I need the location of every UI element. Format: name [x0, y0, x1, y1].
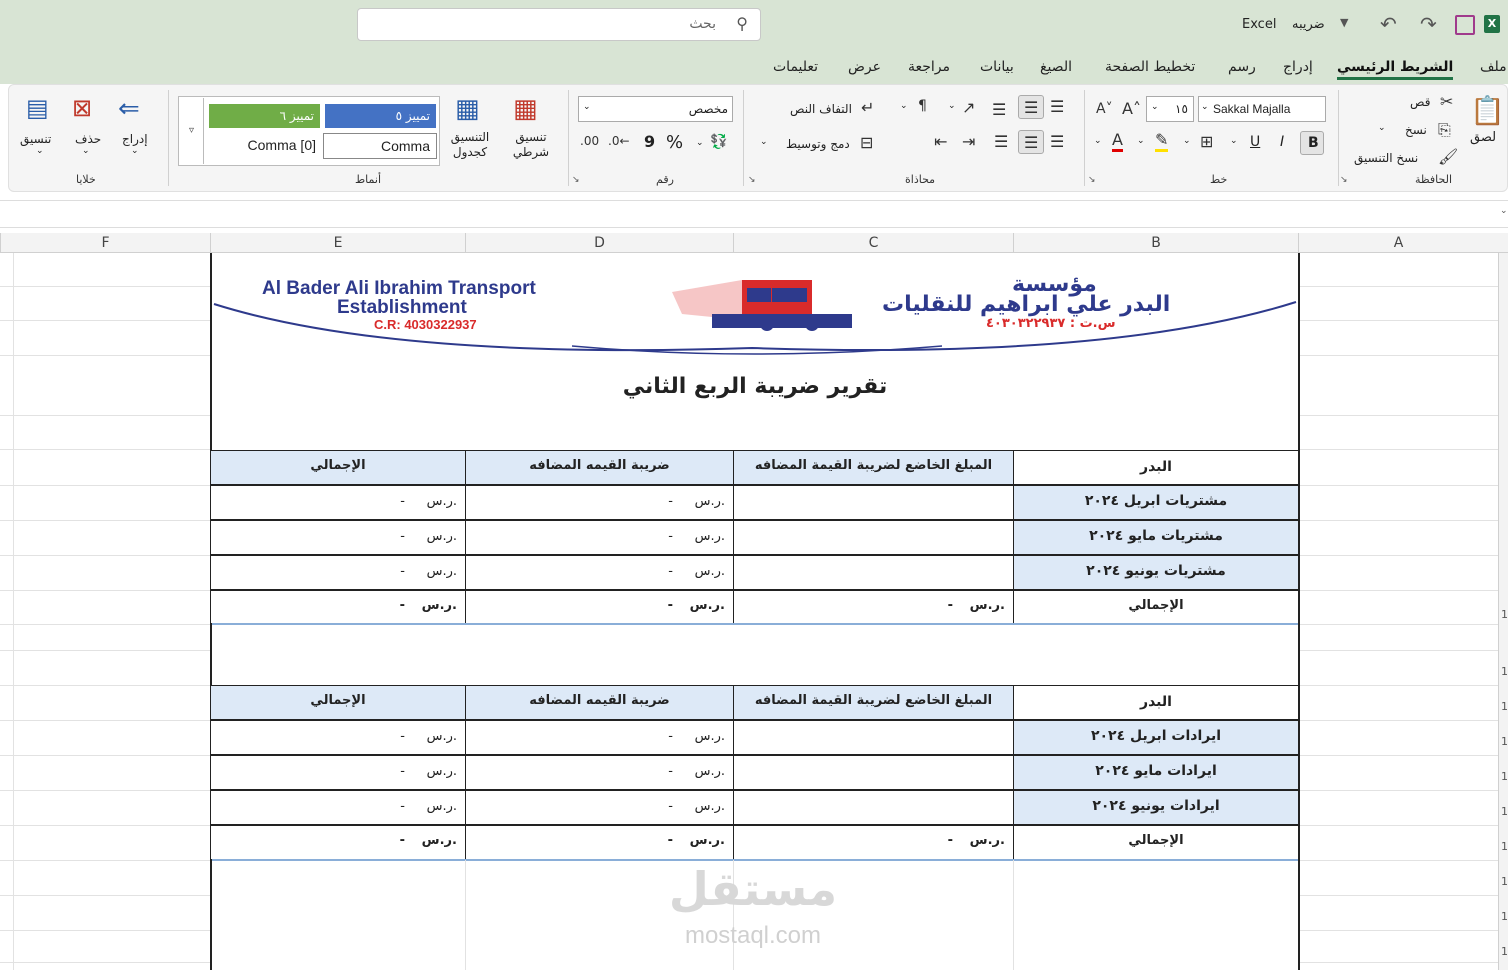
cells-group-label: خلايا — [76, 173, 96, 186]
search-placeholder: بحث — [689, 16, 716, 32]
tab-data[interactable]: بيانات — [980, 59, 1014, 75]
row-number[interactable]: 1 — [1501, 910, 1508, 923]
purchases-row-total[interactable] — [210, 555, 466, 590]
save-icon[interactable] — [1455, 15, 1475, 35]
clipboard-group-label: الحافظة — [1415, 173, 1453, 186]
amount-value: - — [947, 833, 953, 848]
currency-label: ر.س. — [426, 529, 457, 544]
copy-icon[interactable]: ⎘ — [1438, 120, 1451, 139]
amount-value: - — [947, 598, 953, 613]
percent-button[interactable]: % — [666, 132, 684, 153]
currency-label: ر.س. — [694, 564, 725, 579]
row-number[interactable]: 1 — [1501, 875, 1508, 888]
excel-logo-icon: X — [1484, 15, 1500, 33]
tab-insert[interactable]: إدراج — [1283, 59, 1313, 75]
amount-value: - — [399, 833, 405, 848]
row-number[interactable]: 1 — [1501, 665, 1508, 678]
revenues-row-vat[interactable] — [465, 790, 734, 825]
divider — [568, 90, 569, 186]
font-size-select[interactable] — [1146, 96, 1194, 122]
column-header-a[interactable]: A — [1298, 233, 1498, 253]
format-painter-icon[interactable]: 🖌 — [1438, 147, 1459, 166]
font-group-label: خط — [1210, 173, 1228, 186]
underline-button[interactable]: U — [1250, 134, 1261, 150]
purchases-row-total[interactable] — [210, 520, 466, 555]
align-top-icon[interactable]: ☰ — [1050, 97, 1065, 116]
column-header-c[interactable]: C — [733, 233, 1013, 253]
font-size-dropdown-icon: ⌄ — [1151, 102, 1159, 112]
tab-page-layout[interactable]: تخطيط الصفحة — [1105, 59, 1196, 75]
search-icon: ⚲ — [736, 14, 748, 33]
letterhead-en-name: Al Bader Ali Ibrahim Transport — [262, 278, 536, 299]
currency-label: ر.س. — [426, 729, 457, 744]
cut-icon[interactable]: ✂ — [1440, 92, 1454, 111]
align-left-icon[interactable]: ☰ — [994, 132, 1009, 151]
text-direction-dropdown-icon[interactable]: ⌄ — [900, 101, 908, 111]
italic-button[interactable]: I — [1280, 134, 1285, 150]
currency-label: ر.س. — [426, 494, 457, 509]
watermark-en: mostaql.com — [684, 922, 822, 949]
revenues-total-label[interactable]: الإجمالي — [1013, 825, 1299, 860]
purchases-total-label[interactable]: الإجمالي — [1013, 590, 1299, 624]
format-dropdown-icon[interactable]: ⌄ — [36, 146, 44, 156]
amount-value: - — [668, 729, 673, 744]
style-accent6[interactable]: تمييز ٦ — [209, 104, 320, 128]
fill-color-icon[interactable]: ✎ — [1155, 131, 1168, 152]
purchases-row-total[interactable] — [210, 485, 466, 520]
letterhead-ar-cr: س.ت : ٤٠٣٠٣٢٢٩٣٧ — [986, 316, 1116, 331]
currency-label: ر.س. — [426, 799, 457, 814]
truck-logo-icon — [672, 280, 852, 331]
currency-label: ر.س. — [694, 764, 725, 779]
purchases-row-vat[interactable] — [465, 520, 734, 555]
revenues-row-vat[interactable] — [465, 720, 734, 755]
conditional-formatting-icon[interactable]: ▦ — [513, 94, 538, 124]
tab-review[interactable]: مراجعة — [908, 59, 951, 75]
currency-label: ر.س. — [689, 598, 725, 613]
tab-file[interactable]: ملف — [1480, 59, 1507, 75]
number-launcher-icon[interactable]: ↘ — [572, 175, 580, 185]
file-name: ضريبه — [1292, 17, 1325, 32]
letterhead-en-name2: Establishment — [337, 297, 467, 318]
borders-dropdown-icon[interactable]: ⌄ — [1183, 136, 1191, 146]
search-box[interactable] — [357, 8, 761, 41]
purchases-total-total[interactable] — [210, 590, 466, 624]
purchases-row-label[interactable]: مشتريات ابريل ٢٠٢٤ — [1013, 485, 1299, 520]
letterhead-ar-name2: البدر علي ابراهيم للنقليات — [882, 292, 1171, 317]
align-bottom-icon[interactable]: ☰ — [992, 100, 1007, 119]
tab-home[interactable]: الشريط الرئيسي — [1337, 59, 1453, 80]
row-number[interactable]: 1 — [1501, 770, 1508, 783]
currency-label: ر.س. — [969, 833, 1005, 848]
grid-line — [1013, 860, 1014, 970]
amount-value: - — [668, 799, 673, 814]
report-title: تقرير ضريبة الربع الثاني — [622, 374, 888, 399]
purchases-row-vat[interactable] — [465, 555, 734, 590]
font-name-dropdown-icon: ⌄ — [1201, 102, 1209, 112]
increase-decimal-icon[interactable]: .00 — [580, 134, 600, 148]
font-name-select[interactable] — [1198, 96, 1326, 122]
redo-icon[interactable]: ↷ — [1420, 12, 1437, 36]
letterhead-en-cr: C.R: 4030322937 — [374, 317, 477, 332]
copy-button[interactable]: نسخ — [1405, 123, 1427, 137]
delete-dropdown-icon[interactable]: ⌄ — [82, 146, 90, 156]
amount-value: - — [400, 729, 405, 744]
tab-draw[interactable]: رسم — [1228, 59, 1256, 75]
row-number[interactable]: 1 — [1501, 840, 1508, 853]
align-center-icon: ☰ — [1024, 133, 1039, 152]
purchases-col-taxable[interactable]: المبلغ الخاضع لضريبة القيمة المضافه — [733, 450, 1014, 485]
amount-value: - — [668, 564, 673, 579]
align-center-button[interactable] — [1018, 130, 1044, 154]
insert-cells-button[interactable]: إدراج — [122, 132, 148, 146]
number-format-value: مخصص — [688, 102, 728, 116]
tab-formulas[interactable]: الصيغ — [1040, 59, 1072, 75]
revenues-total-vat[interactable] — [465, 825, 734, 860]
paste-icon[interactable]: 📋 — [1470, 94, 1505, 127]
amount-value: - — [400, 529, 405, 544]
tabs-row — [0, 52, 1508, 84]
format-as-table-icon[interactable]: ▦ — [455, 94, 480, 124]
currency-label: ر.س. — [694, 529, 725, 544]
purchases-row-label[interactable]: مشتريات يونيو ٢٠٢٤ — [1013, 555, 1299, 590]
styles-group-label: أنماط — [355, 173, 382, 186]
alignment-launcher-icon[interactable]: ↘ — [748, 175, 756, 185]
revenues-col-total[interactable]: الإجمالي — [210, 685, 466, 720]
delete-cells-icon[interactable]: ⊠ — [72, 94, 93, 122]
divider — [1338, 90, 1339, 186]
wrap-text-button[interactable]: التفاف النص — [790, 102, 852, 116]
copy-dropdown-icon[interactable]: ⌄ — [1378, 123, 1386, 133]
accounting-format-icon[interactable]: 💱 — [710, 134, 728, 150]
revenues-total-taxable[interactable] — [733, 825, 1014, 860]
revenues-row-label[interactable]: ايرادات ابريل ٢٠٢٤ — [1013, 720, 1299, 755]
undo-icon[interactable]: ↶ — [1380, 12, 1397, 36]
amount-value: - — [400, 564, 405, 579]
style-comma[interactable]: Comma — [323, 133, 437, 159]
format-cells-icon[interactable]: ▤ — [26, 94, 49, 122]
borders-icon[interactable]: ⊞ — [1200, 132, 1214, 151]
row-number[interactable]: 1 — [1501, 608, 1508, 621]
currency-label: ر.س. — [694, 799, 725, 814]
tab-view[interactable]: عرض — [848, 59, 882, 75]
app-name: Excel — [1242, 17, 1277, 32]
divider — [743, 90, 744, 186]
row-number[interactable]: 1 — [1501, 700, 1508, 713]
purchases-col-label[interactable]: البدر — [1013, 450, 1299, 485]
format-painter-button[interactable]: نسخ التنسيق — [1354, 151, 1419, 165]
currency-label: ر.س. — [421, 598, 457, 613]
tab-help[interactable]: تعليمات — [773, 59, 819, 75]
font-name-value: Sakkal Majalla — [1213, 102, 1291, 116]
revenues-row-total[interactable] — [210, 720, 466, 755]
conditional-formatting-button[interactable]: تنسيق شرطي — [512, 130, 550, 159]
bold-label: B — [1308, 135, 1319, 151]
purchases-row-vat[interactable] — [465, 485, 734, 520]
formula-expand-icon[interactable]: ⌄ — [1500, 206, 1508, 216]
revenues-col-label[interactable]: البدر — [1013, 685, 1299, 720]
column-header-f[interactable]: F — [0, 233, 210, 253]
revenues-row-total[interactable] — [210, 790, 466, 825]
bold-button[interactable] — [1300, 131, 1324, 155]
wrap-text-icon[interactable]: ↵ — [861, 98, 875, 117]
revenues-row-taxable[interactable] — [733, 755, 1014, 790]
column-header-d[interactable]: D — [465, 233, 733, 253]
revenues-row-total[interactable] — [210, 755, 466, 790]
currency-label: ر.س. — [421, 833, 457, 848]
amount-value: - — [668, 764, 673, 779]
grid-line — [465, 860, 466, 970]
merge-center-icon[interactable]: ⊟ — [860, 133, 874, 152]
grid-line — [13, 253, 14, 970]
amount-value: - — [667, 598, 673, 613]
clipboard-launcher-icon[interactable]: ↘ — [1340, 175, 1348, 185]
number-format-dropdown-icon: ⌄ — [583, 102, 591, 112]
decrease-decimal-icon[interactable]: .0← — [608, 134, 630, 148]
file-name-dropdown-icon[interactable]: ▼ — [1340, 16, 1349, 29]
purchases-total-vat[interactable] — [465, 590, 734, 624]
revenues-col-vat[interactable]: ضريبة القيمه المضافه — [465, 685, 734, 720]
currency-label: ر.س. — [689, 833, 725, 848]
decrease-font-icon[interactable]: A˅ — [1096, 101, 1113, 117]
row-number[interactable]: 1 — [1501, 735, 1508, 748]
align-middle-button[interactable] — [1018, 95, 1044, 119]
revenues-row-label[interactable]: ايرادات يونيو ٢٠٢٤ — [1013, 790, 1299, 825]
insert-dropdown-icon[interactable]: ⌄ — [131, 146, 139, 156]
format-cells-button[interactable]: تنسيق — [20, 132, 52, 146]
fill-color-dropdown-icon[interactable]: ⌄ — [1137, 136, 1145, 146]
row-number[interactable]: 1 — [1501, 945, 1508, 958]
styles-more-icon[interactable]: ▿ — [180, 98, 204, 164]
revenues-total-total[interactable] — [210, 825, 466, 860]
section-divider — [212, 623, 1298, 625]
revenues-col-taxable[interactable]: المبلغ الخاضع لضريبة القيمة المضافه — [733, 685, 1014, 720]
format-as-table-button[interactable]: التنسيق كجدول — [450, 130, 490, 159]
currency-label: ر.س. — [426, 764, 457, 779]
formula-bar[interactable] — [0, 200, 1508, 228]
style-comma0[interactable]: Comma [0] — [247, 137, 316, 153]
revenues-row-taxable[interactable] — [733, 790, 1014, 825]
merge-center-button[interactable]: دمج وتوسيط — [786, 137, 850, 151]
amount-value: - — [400, 799, 405, 814]
align-right-icon[interactable]: ☰ — [1050, 132, 1065, 151]
insert-cells-icon[interactable]: ⇐ — [118, 94, 140, 124]
purchases-total-taxable[interactable] — [733, 590, 1014, 624]
divider — [1084, 90, 1085, 186]
letterhead-ar-name1: مؤسسة — [1012, 272, 1097, 297]
increase-font-icon[interactable]: A˄ — [1122, 99, 1141, 118]
purchases-row-taxable[interactable] — [733, 555, 1014, 590]
indent-icon[interactable]: ⇥ — [962, 132, 976, 151]
revenues-row-taxable[interactable] — [733, 720, 1014, 755]
paste-button[interactable]: لصق — [1470, 130, 1497, 145]
merge-dropdown-icon[interactable]: ⌄ — [760, 137, 768, 147]
purchases-row-label[interactable]: مشتريات مايو ٢٠٢٤ — [1013, 520, 1299, 555]
column-header-e[interactable]: E — [210, 233, 465, 253]
comma-style-button[interactable]: 9 — [644, 132, 656, 151]
purchases-row-taxable[interactable] — [733, 520, 1014, 555]
delete-cells-button[interactable]: حذف — [75, 132, 102, 146]
currency-label: ر.س. — [694, 729, 725, 744]
currency-label: ر.س. — [969, 598, 1005, 613]
amount-value: - — [668, 494, 673, 509]
orientation-dropdown-icon[interactable]: ⌄ — [948, 101, 956, 111]
text-direction-icon[interactable]: ¶ — [918, 98, 927, 114]
purchases-col-vat[interactable]: ضريبة القيمه المضافه — [465, 450, 734, 485]
revenues-row-vat[interactable] — [465, 755, 734, 790]
cut-button[interactable]: قص — [1410, 95, 1431, 109]
amount-value: - — [400, 764, 405, 779]
font-launcher-icon[interactable]: ↘ — [1088, 175, 1096, 185]
accounting-dropdown-icon[interactable]: ⌄ — [696, 138, 704, 148]
amount-value: - — [400, 494, 405, 509]
number-format-select[interactable] — [578, 96, 733, 122]
purchases-col-total[interactable]: الإجمالي — [210, 450, 466, 485]
amount-value: - — [399, 598, 405, 613]
purchases-row-taxable[interactable] — [733, 485, 1014, 520]
alignment-group-label: محاذاة — [905, 173, 936, 186]
row-number[interactable]: 1 — [1501, 805, 1508, 818]
style-accent5[interactable]: تمييز ٥ — [325, 104, 436, 128]
currency-label: ر.س. — [694, 494, 725, 509]
revenues-row-label[interactable]: ايرادات مايو ٢٠٢٤ — [1013, 755, 1299, 790]
amount-value: - — [668, 529, 673, 544]
divider — [168, 90, 169, 186]
number-group-label: رقم — [656, 173, 674, 186]
watermark-ar: مستقل — [668, 862, 838, 916]
align-middle-icon: ☰ — [1024, 98, 1039, 117]
underline-dropdown-icon[interactable]: ⌄ — [1230, 136, 1238, 146]
amount-value: - — [667, 833, 673, 848]
section-divider — [212, 859, 1298, 861]
font-size-value: ١٥ — [1175, 102, 1188, 116]
orientation-icon[interactable]: ↗ — [962, 98, 976, 117]
font-color-dropdown-icon[interactable]: ⌄ — [1094, 136, 1102, 146]
outdent-icon[interactable]: ⇤ — [934, 132, 948, 151]
font-color-icon[interactable]: A — [1112, 131, 1123, 152]
column-header-b[interactable]: B — [1013, 233, 1298, 253]
currency-label: ر.س. — [426, 564, 457, 579]
